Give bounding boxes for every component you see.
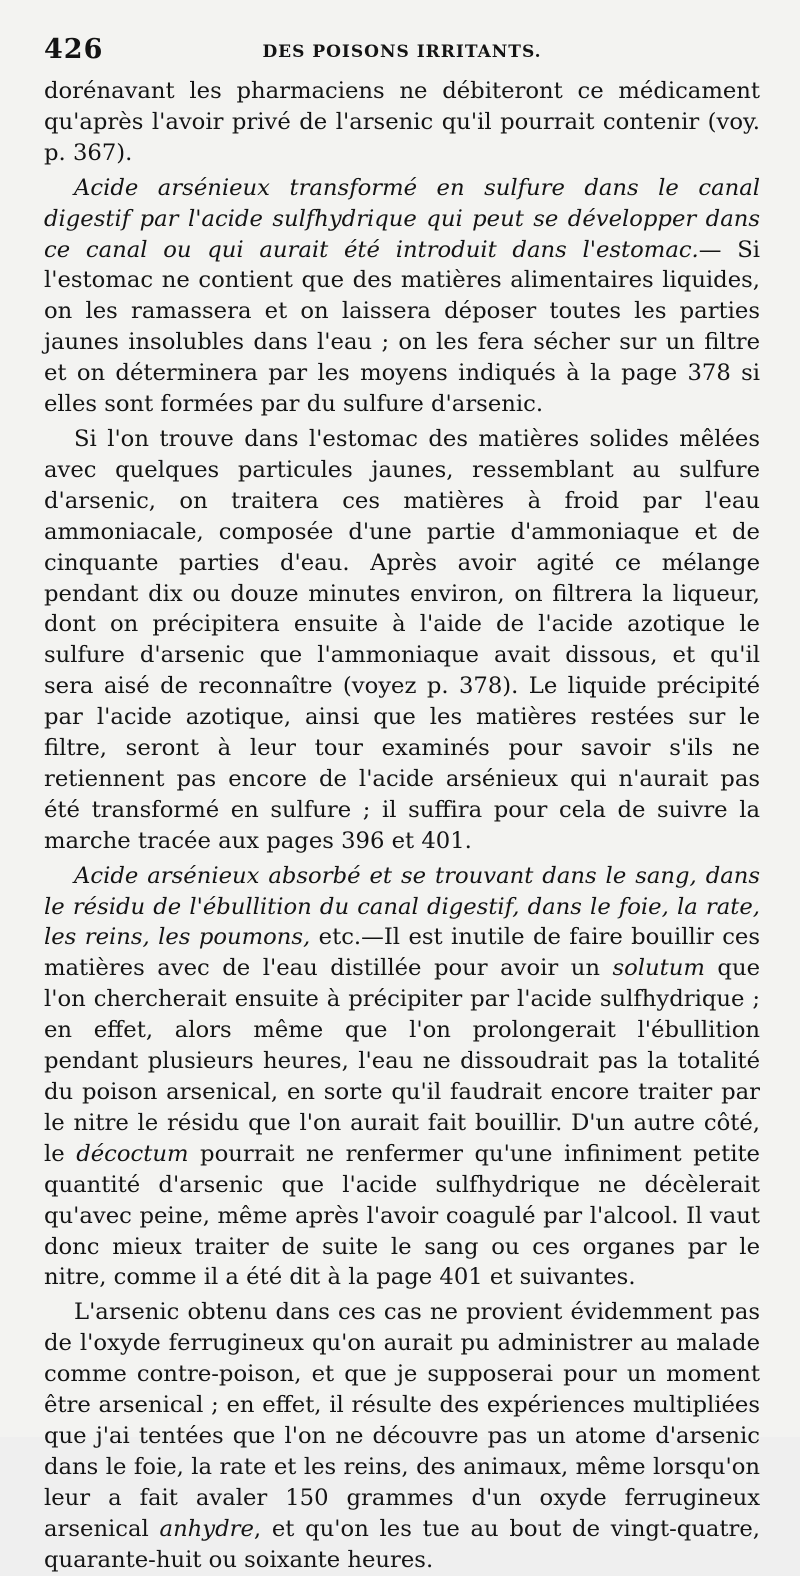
page-header xyxy=(44,34,760,74)
text-run: que l'on chercherait ensuite à précipiter par l'acide sulfhydrique ; en effet, alors même que l'on prolongerait l'ébullition pendant plusieurs heures, l'eau ne dissoudrait pas la totalité du poison arsenical, en sorte qu'il faudrait encore traiter par le nitre le résidu que l'on aurait fait bouillir. D'un autre côté, le xyxy=(44,955,760,1167)
text-run: pourrait ne renfermer qu'une infiniment petite quantité d'arsenic que l'acide sulfhydrique ne décèlerait qu'avec peine, même après l'avoir coagulé par l'alcool. Il vaut donc mieux traiter de suite le sang ou ces organes par le nitre, comme il a été dit à la page 401 et suivantes. xyxy=(44,1140,760,1291)
italic-text-run: anhydre xyxy=(159,1515,254,1542)
italic-text-run: Acide arsénieux transformé en sulfure dans le canal digestif par l'acide sulfhydrique qui peut se développer dans ce canal ou qui aurait été introduit dans l'estomac. xyxy=(44,174,760,263)
italic-text-run: solutum xyxy=(612,955,705,982)
text-run: — Si l'estomac ne contient que des matières alimentaires liquides, on les ramassera et on laissera déposer toutes les parties jaunes insolubles dans l'eau ; on les fera sécher sur un filtre et on déterminera par les moyens indiqués à la page 378 si elles sont formées par du sulfure d'arsenic. xyxy=(44,236,760,418)
paragraph xyxy=(44,76,760,169)
italic-text-run: Acide arsénieux absorbé et se trouvant dans le sang, dans le résidu de l'ébullition du canal digestif, dans le foie, la rate, les reins, les poumons, xyxy=(44,862,760,951)
text-run: etc.—Il est inutile de faire bouillir ces matières avec de l'eau distillée pour avoir un xyxy=(44,924,760,982)
body-text xyxy=(44,76,760,1576)
paragraph xyxy=(44,173,760,420)
text-run: L'arsenic obtenu dans ces cas ne provient évidemment pas de l'oxyde ferrugineux qu'on aurait pu administrer au malade comme contre-poison, et que je supposerai pour un moment être arsenical ; en effet, il résulte des expériences multipliées que j'ai tentées que l'on ne découvre pas un atome d'arsenic dans le foie, la rate et les reins, des animaux, même lorsqu'on leur a fait avaler 150 grammes d'un oxyde ferrugineux arsenical xyxy=(44,1299,760,1542)
paragraph xyxy=(44,1297,760,1575)
italic-text-run: décoctum xyxy=(76,1140,189,1167)
running-head: DES POISONS IRRITANTS. xyxy=(262,42,542,62)
text-run: dorénavant les pharmaciens ne débiteront ce médicament qu'après l'avoir privé de l'arsenic qu'il pourrait contenir (voy. p. 367). xyxy=(44,78,760,166)
paragraph xyxy=(44,424,760,857)
page-number: 426 xyxy=(44,34,104,65)
text-run: Si l'on trouve dans l'estomac des matières solides mêlées avec quelques particules jaunes, ressemblant au sulfure d'arsenic, on traitera ces matières à froid par l'eau ammoniacale, composée d'une partie d'ammoniaque et de cinquante parties d'eau. Après avoir agité ce mélange pendant dix ou douze minutes environ, on filtrera la liqueur, dont on précipitera ensuite à l'aide de l'acide azotique le sulfure d'arsenic que l'ammoniaque avait dissous, et qu'il sera aisé de reconnaître (voyez p. 378). Le liquide précipité par l'acide azotique, ainsi que les matières restées sur le filtre, seront à leur tour examinés pour savoir s'ils ne retiennent pas encore de l'acide arsénieux qui n'aurait pas été transformé en sulfure ; il suffira pour cela de suivre la marche tracée aux pages 396 et 401. xyxy=(44,425,760,854)
paragraph xyxy=(44,861,760,1294)
text-run: , et qu'on les tue au bout de vingt-quatre, quarante-huit ou soixante heures. xyxy=(44,1515,760,1573)
